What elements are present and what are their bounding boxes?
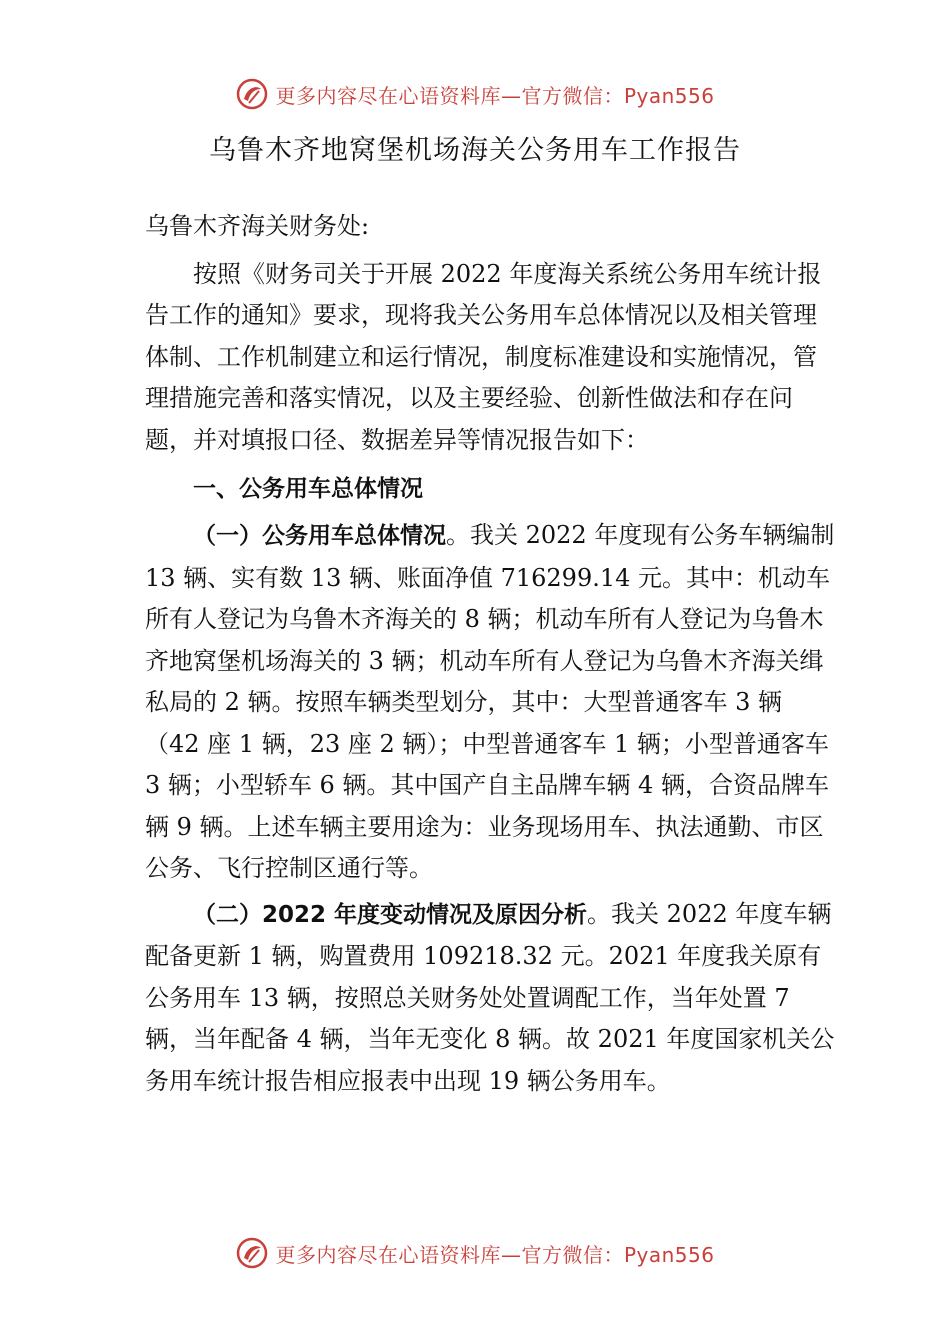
footer-watermark-banner [0,1233,950,1273]
logo-swirl-icon [235,77,269,111]
subsection-2-heading: （二）2022 年度变动情况及原因分析 [193,901,588,928]
watermark-text: 更多内容尽在心语资料库—官方微信：Pyan556 [275,1242,715,1267]
section-heading: 一、公务用车总体情况 [193,476,423,502]
document-title: 乌鲁木齐地窝堡机场海关公务用车工作报告 [209,135,741,166]
watermark-text: 更多内容尽在心语资料库—官方微信：Pyan556 [275,83,715,108]
header-watermark-banner [0,74,950,114]
logo-swirl-icon [235,1236,269,1270]
subsection-1-heading: （一）公务用车总体情况 [193,523,446,549]
addressee: 乌鲁木齐海关财务处: [145,212,370,240]
subsection-1-paragraph [145,515,835,890]
subsection-2-paragraph [145,894,835,1103]
intro-paragraph: 按照《财务司关于开展 2022 年度海关系统公务用车统计报告工作的通知》要求，现将我关公务用车总体情况以及相关管理体制、工作机制建立和运行情况，制度标准建设和实施情况，管理措施完善和落实情况，以及主要经验、创新性做法和存在问题，并对填报口径、数据差异等情况报告如下： [145,259,822,454]
subsection-1-body: 。我关 2022 年度现有公务车辆编制 13 辆、实有数 13 辆、账面净值 716299.14 元。其中：机动车所有人登记为乌鲁木齐海关的 8 辆；机动车所有人登记为乌鲁木齐地窝堡机场海关的 3 辆；机动车所有人登记为乌鲁木齐海关缉私局的 2 辆。按照车辆类型划分，其中：大型普通客车 3 辆（42 座 1 辆，23 座 2 辆）；中型普通客车 1 辆；小型普通客车 3 辆；小型轿车 6 辆。其中国产自主品牌车辆 4 辆，合资品牌车辆 9 辆。上述车辆主要用途为：业务现场用车、执法通勤、市区公务、飞行控制区通行等。 [145,521,835,882]
subsection-2-body: 。我关 2022 年度车辆配备更新 1 辆，购置费用 109218.32 元。2021 年度我关原有公务用车 13 辆，按照总关财务处处置调配工作，当年处置 7 辆，当年配备 4 辆，当年无变化 8 辆。故 2021 年度国家机关公务用车统计报告相应报表中出现 19 辆公务用车。 [145,899,835,1095]
document-body [145,206,835,1102]
